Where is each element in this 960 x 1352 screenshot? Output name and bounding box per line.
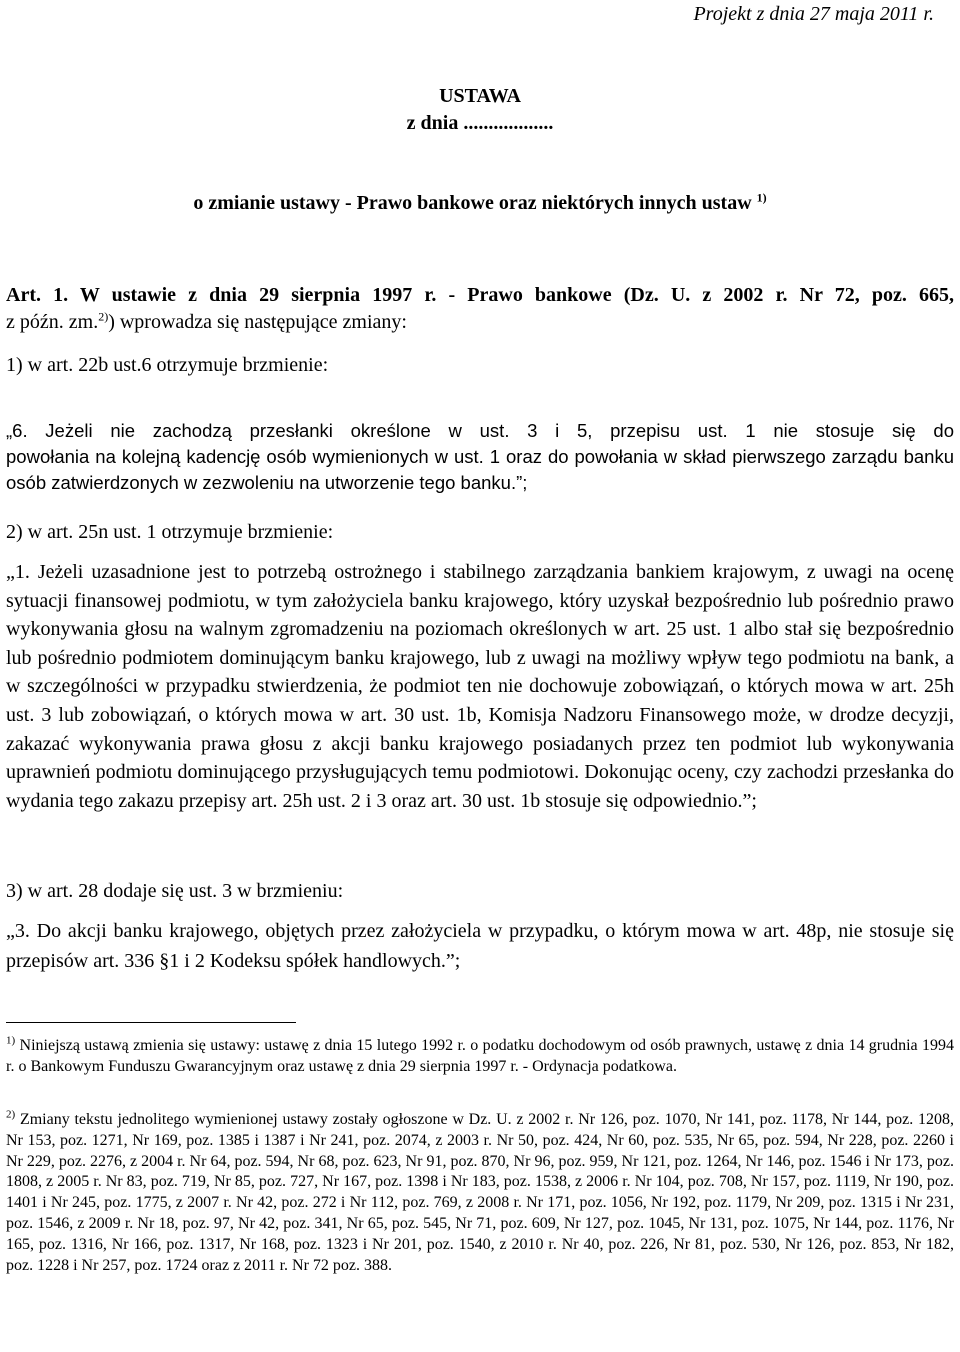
change-1-text bbox=[6, 418, 954, 496]
footnote-2-text: Zmiany tekstu jednolitego wymienionej ustawy zostały ogłoszone w Dz. U. z 2002 r. Nr 126, poz. 1070, Nr 141, poz. 1178, Nr 144, poz. 1208, Nr 153, poz. 1271, Nr 169, poz. 1385 i 1387 i Nr 241, poz. 2074, z 2003 r. Nr 50, poz. 424, Nr 60, poz. 535, Nr 65, poz. 594, Nr 228, poz. 2260 i Nr 229, poz. 2276, z 2004 r. Nr 64, poz. 594, Nr 68, poz. 623, Nr 91, poz. 870, Nr 96, poz. 959, Nr 121, poz. 1264, Nr 146, poz. 1546 i Nr 173, poz. 1808, z 2005 r. Nr 83, poz. 719, Nr 85, poz. 727, Nr 167, poz. 1398 i Nr 183, poz. 1538, z 2006 r. Nr 104, poz. 708, Nr 157, poz. 1119, Nr 190, poz. 1401 i Nr 245, poz. 1775, z 2007 r. Nr 42, poz. 272 i Nr 112, poz. 769, z 2008 r. Nr 171, poz. 1056, Nr 192, poz. 1179, Nr 209, poz. 1315 i Nr 231, poz. 1546, z 2009 r. Nr 18, poz. 97, Nr 42, poz. 341, Nr 65, poz. 545, Nr 71, poz. 609, Nr 127, poz. 1045, Nr 131, poz. 1075, Nr 144, poz. 1176, Nr 165, poz. 1316, Nr 166, poz. 1317, Nr 168, poz. 1323 i Nr 201, poz. 1540, z 2010 r. Nr 40, poz. 226, Nr 81, poz. 530, Nr 126, poz. 853, Nr 182, poz. 1228 i Nr 257, poz. 1724 oraz z 2011 r. Nr 72 poz. 388. bbox=[6, 1111, 955, 1274]
act-label: USTAWA bbox=[439, 85, 521, 107]
change-1-text-rest: powołania na kolejną kadencję osób wymienionych w ust. 1 oraz do powołania w skład pierwszego zarządu banku osób zatwierdzonych w zezwoleniu na utworzenie tego banku.”; bbox=[6, 446, 954, 493]
footnote-1-marker: 1) bbox=[6, 1034, 16, 1047]
footnote-1 bbox=[6, 1036, 954, 1078]
footnote-2 bbox=[6, 1110, 954, 1276]
footnote-ref-2: 2) bbox=[98, 308, 109, 323]
footnote-1-text: Niniejszą ustawą zmienia się ustawy: ustawę z dnia 15 lutego 1992 r. o podatku dochodowym od osób prawnych, ustawę z dnia 14 grudnia 1994 r. o Bankowym Funduszu Gwarancyjnym oraz ustawę z dnia 29 sierpnia 1997 r. - Ordynacja podatkowa. bbox=[6, 1037, 955, 1075]
article-intro-text: Art. 1. W ustawie z dnia 29 sierpnia 1997 r. - Prawo bankowe (Dz. U. z 2002 r. Nr 72, poz. 665, bbox=[6, 284, 954, 306]
change-3-text: „3. Do akcji banku krajowego, objętych przez założyciela w przypadku, o którym mowa w art. 48p, nie stosuje się przepisów art. 336 §1 i 2 Kodeksu spółek handlowych.”; bbox=[6, 920, 954, 972]
change-3-heading: 3) w art. 28 dodaje się ust. 3 w brzmieniu: bbox=[6, 880, 344, 902]
act-date-line: z dnia .................. bbox=[406, 112, 554, 134]
change-2-text: „1. Jeżeli uzasadnione jest to potrzebą ostrożnego i stabilnego zarządzania bankiem krajowym, z uwagi na ocenę sytuacji finansowej podmiotu, w tym założyciela banku krajowego, który uzyskał bezpośrednio lub pośrednio prawo wykonywania głosu na walnym zgromadzeniu na poziomach określonych w art. 25 ust. 1 albo stał się bezpośrednio lub pośrednio podmiotem dominującym banku krajowego, lub z uwagi na możliwy wpływ tego podmiotu na bank, a w szczególności w przypadku stwierdzenia, że podmiot ten nie dochowuje zobowiązań, o których mowa w art. 25h ust. 3 lub zobowiązań, o których mowa w art. 30 ust. 1b, Komisja Nadzoru Finansowego może, w drodze decyzji, zakazać wykonywania prawa głosu z akcji banku krajowego posiadanych przez ten podmiot lub wykonywania uprawnień podmiotu dominującego przysługujących temu podmiotowi. Dokonując oceny, czy zachodzi przesłanka do wydania tego zakazu przepisy art. 25h ust. 2 i 3 oraz art. 30 ust. 1b stosuje się odpowiednio.”; bbox=[6, 561, 954, 812]
footnote-ref-1: 1) bbox=[756, 190, 767, 205]
article-intro-zm: z późn. zm. bbox=[6, 310, 99, 333]
footnote-separator bbox=[6, 1022, 296, 1023]
article-intro-line1 bbox=[6, 282, 954, 309]
article-intro bbox=[6, 282, 954, 335]
footnote-2-marker: 2) bbox=[6, 1108, 16, 1121]
act-subject-text: o zmianie ustawy - Prawo bankowe oraz niektórych innych ustaw bbox=[193, 192, 752, 214]
act-subject bbox=[0, 190, 960, 217]
article-intro-line2 bbox=[6, 309, 954, 336]
change-2-heading: 2) w art. 25n ust. 1 otrzymuje brzmienie: bbox=[6, 521, 334, 543]
draft-note: Projekt z dnia 27 maja 2011 r. bbox=[693, 3, 934, 25]
article-intro-rest: ) wprowadza się następujące zmiany: bbox=[108, 310, 407, 333]
change-1-text-line1: „6. Jeżeli nie zachodzą przesłanki określone w ust. 3 i 5, przepisu ust. 1 nie stosuje się do bbox=[6, 420, 954, 441]
change-1-heading: 1) w art. 22b ust.6 otrzymuje brzmienie: bbox=[6, 354, 329, 376]
